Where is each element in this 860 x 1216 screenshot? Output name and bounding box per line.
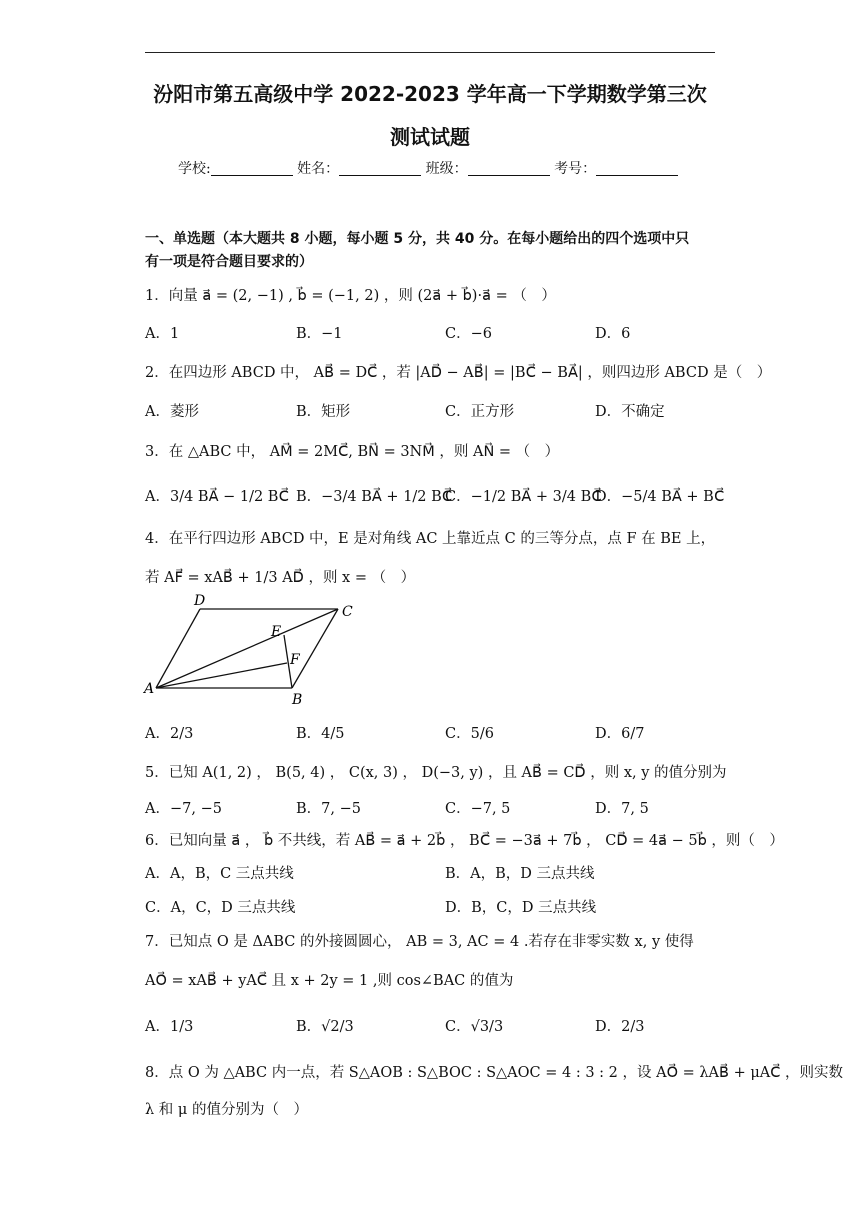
q5-option-b[interactable]: B．7, −5 [296, 801, 361, 817]
q1-option-a[interactable]: A．1 [145, 326, 180, 342]
q1-option-d[interactable]: D．6 [595, 326, 631, 342]
diagonal-ac [156, 609, 338, 688]
q4-option-c[interactable]: C．5/6 [445, 726, 494, 742]
label-f: F [290, 652, 300, 668]
q5-option-d[interactable]: D．7, 5 [595, 801, 649, 817]
q4-option-a[interactable]: A．2/3 [145, 726, 194, 742]
q6-option-a[interactable]: A．A，B，C 三点共线 [145, 866, 294, 882]
label-b: B [292, 692, 303, 708]
q3-option-a[interactable]: A．3/4 BA⃗ − 1/2 BC⃗ [145, 489, 289, 505]
question-8-stem: 8．点 O 为 △ABC 内一点，若 S△AOB : S△BOC : S△AOC = 4 : 3 : 2 ，设 AO⃗ = λAB⃗ + μAC⃗ ，则实数 [145, 1065, 843, 1081]
q7-option-d[interactable]: D．2/3 [595, 1019, 645, 1035]
q4-option-d[interactable]: D．6/7 [595, 726, 645, 742]
name-label: 姓名： [297, 161, 340, 177]
label-a: A [144, 681, 155, 697]
top-rule [145, 52, 715, 53]
section-heading: 一、单选题（本大题共 8 小题，每小题 5 分，共 40 分。在每小题给出的四个选项中只 [145, 231, 690, 247]
q3-option-d[interactable]: D．−5/4 BA⃗ + BC⃗ [595, 489, 725, 505]
school-field[interactable] [211, 161, 293, 176]
edge-cb [292, 609, 338, 688]
q3-option-c[interactable]: C．−1/2 BA⃗ + 3/4 BC⃗ [445, 489, 602, 505]
q2-option-d[interactable]: D．不确定 [595, 404, 665, 420]
label-e: E [271, 624, 282, 640]
name-field[interactable] [339, 161, 421, 176]
exam-no-label: 考号： [554, 161, 597, 177]
q5-option-c[interactable]: C．−7, 5 [445, 801, 511, 817]
q3-option-b[interactable]: B．−3/4 BA⃗ + 1/2 BC⃗ [296, 489, 453, 505]
q2-option-a[interactable]: A．菱形 [145, 404, 199, 420]
label-c: C [342, 604, 353, 620]
question-7-stem: 7．已知点 O 是 ΔABC 的外接圆圆心， AB = 3, AC = 4 .若存在非零实数 x, y 使得 [145, 934, 694, 950]
question-3-stem: 3．在 △ABC 中， AM⃗ = 2MC⃗, BN⃗ = 3NM⃗ ，则 AN⃗ = （ ） [145, 444, 560, 460]
class-label: 班级： [425, 161, 468, 177]
page-title: 汾阳市第五高级中学 2022-2023 学年高一下学期数学第三次 [153, 82, 707, 106]
school-label: 学校: [178, 161, 211, 177]
q6-option-b[interactable]: B．A，B，D 三点共线 [445, 866, 595, 882]
question-6-stem: 6．已知向量 a⃗ ， b⃗ 不共线，若 AB⃗ = a⃗ + 2b⃗ ， BC⃗ = −3a⃗ + 7b⃗ ， CD⃗ = 4a⃗ − 5b⃗ ，则（ ） [145, 833, 784, 849]
question-7-stem-line2: AO⃗ = xAB⃗ + yAC⃗ 且 x + 2y = 1 ,则 cos∠BAC 的值为 [145, 973, 514, 989]
class-field[interactable] [468, 161, 550, 176]
edge-ad [156, 609, 200, 688]
parallelogram-figure [140, 592, 370, 710]
question-1-stem: 1．向量 a⃗ = (2, −1) , b⃗ = (−1, 2) ，则 (2a⃗ + b⃗)·a⃗ = （ ） [145, 288, 556, 304]
section-heading-line2: 有一项是符合题目要求的） [145, 254, 313, 270]
question-5-stem: 5．已知 A(1, 2) ， B(5, 4) ， C(x, 3) ， D(−3, y) ，且 AB⃗ = CD⃗ ，则 x, y 的值分别为 [145, 765, 727, 781]
q7-option-a[interactable]: A．1/3 [145, 1019, 194, 1035]
question-2-stem: 2．在四边形 ABCD 中， AB⃗ = DC⃗ ，若 |AD⃗ − AB⃗| = |BC⃗ − BA⃗| ，则四边形 ABCD 是（ ） [145, 365, 772, 381]
segment-af [156, 663, 287, 688]
q5-option-a[interactable]: A．−7, −5 [145, 801, 222, 817]
q4-option-b[interactable]: B．4/5 [296, 726, 345, 742]
q1-option-b[interactable]: B．−1 [296, 326, 343, 342]
question-4-stem-line2: 若 AF⃗ = xAB⃗ + 1/3 AD⃗ ，则 x = （ ） [145, 570, 416, 586]
question-4-stem: 4．在平行四边形 ABCD 中，E 是对角线 AC 上靠近点 C 的三等分点，点 F 在 BE 上， [145, 531, 716, 547]
q6-option-d[interactable]: D．B，C，D 三点共线 [445, 900, 597, 916]
student-info-row [178, 158, 678, 178]
question-8-stem-line2: λ 和 μ 的值分别为（ ） [145, 1102, 308, 1118]
label-d: D [194, 593, 206, 609]
q6-option-c[interactable]: C．A，C，D 三点共线 [145, 900, 296, 916]
q7-option-c[interactable]: C．√3/3 [445, 1019, 504, 1035]
page-title-line2: 测试试题 [390, 125, 470, 149]
exam-no-field[interactable] [596, 161, 678, 176]
q2-option-b[interactable]: B．矩形 [296, 404, 351, 420]
q2-option-c[interactable]: C．正方形 [445, 404, 515, 420]
q1-option-c[interactable]: C．−6 [445, 326, 492, 342]
q7-option-b[interactable]: B．√2/3 [296, 1019, 354, 1035]
